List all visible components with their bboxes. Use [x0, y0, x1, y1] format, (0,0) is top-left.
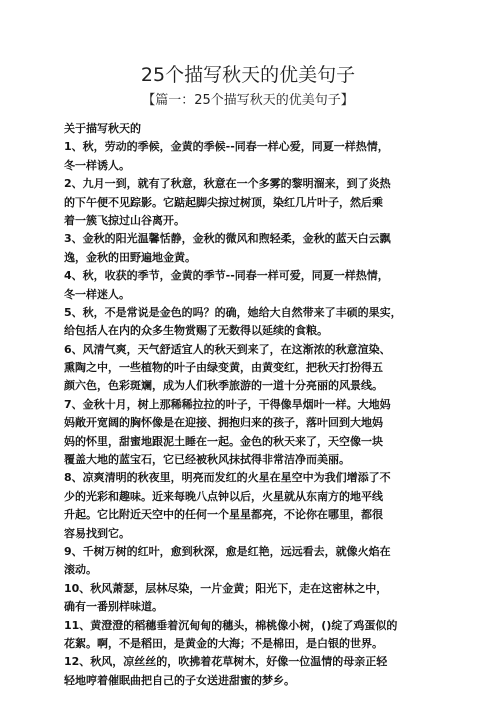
body-line: 升起。它比附近天空中的任何一个星星都亮，不论你在哪里，都很 — [64, 508, 383, 522]
body-line: 滚动。 — [64, 563, 97, 577]
section-heading: 【篇一：25个描写秋天的优美句子】 — [142, 93, 354, 108]
body-line: 着一簇飞掠过山谷离开。 — [64, 213, 185, 227]
body-line: 关于描写秋天的 — [64, 122, 141, 135]
body-line: 的下午便不见踪影。它踮起脚尖掠过树顶，染红几片叶子，然后乘 — [64, 195, 383, 209]
body-line: 花絮。啊，不是稻田，是黄金的大海；不是棉田，是白银的世界。 — [64, 636, 383, 650]
body-line: 5、秋，不是常说是金色的吗？的确，她给大自然带来了丰硕的果实， — [64, 305, 402, 319]
body-line: 确有一番别样味道。 — [64, 600, 163, 614]
document-title: 25个描写秋天的优美句子 — [140, 64, 356, 86]
document-body — [64, 120, 442, 690]
body-line: 4、秋，收获的季节，金黄的季节--同春一样可爱，同夏一样热情， — [64, 269, 389, 283]
body-line: 11、黄澄澄的稻穗垂着沉甸甸的穗头，棉桃像小树，()绽了鸡蛋似的 — [64, 618, 398, 632]
body-line: 给包括人在内的众多生物赏赐了无数得以延续的食粮。 — [64, 324, 328, 338]
body-line: 9、千树万树的红叶，愈到秋深，愈是红艳，远远看去，就像火焰在 — [64, 544, 391, 558]
body-line: 容易找到它。 — [64, 526, 130, 540]
body-line: 1、秋，劳动的季候，金黄的季候--同春一样心爱，同夏一样热情， — [64, 140, 389, 154]
body-line: 2、九月一到，就有了秋意，秋意在一个多雾的黎明溜来，到了炎热 — [64, 177, 391, 191]
body-line: 8、凉爽清明的秋夜里，明亮而发红的火星在星空中为我们增添了不 — [64, 471, 391, 485]
body-line: 妈的怀里，甜蜜地跟泥土睡在一起。金色的秋天来了，天空像一块 — [64, 434, 383, 448]
body-line: 7、金秋十月，树上那稀稀拉拉的叶子，干得像旱烟叶一样。大地妈 — [64, 397, 391, 411]
body-line: 10、秋风萧瑟，层林尽染，一片金黄；阳光下，走在这密林之中， — [64, 581, 388, 595]
body-line: 颜六色，色彩斑斓，成为人们秋季旅游的一道十分亮丽的风景线。 — [64, 379, 383, 393]
body-line: 逸，金秋的田野遍地金黄。 — [64, 250, 196, 264]
body-line: 妈敞开宽阔的胸怀像是在迎接、拥抱归来的孩子，落叶回到大地妈 — [64, 416, 383, 430]
body-line: 6、风清气爽，天气舒适宜人的秋天到来了，在这渐浓的秋意渲染、 — [64, 342, 391, 356]
body-line: 冬一样迷人。 — [64, 287, 130, 301]
body-line: 覆盖大地的蓝宝石，它已经被秋风抹拭得非常洁净而美丽。 — [64, 453, 350, 467]
body-line: 3、金秋的阳光温馨恬静，金秋的微风和煦轻柔，金秋的蓝天白云飘 — [64, 232, 391, 246]
body-line: 少的光彩和趣味。近来每晚八点钟以后，火星就从东南方的地平线 — [64, 489, 383, 503]
body-line: 轻地哼着催眠曲把自己的子女送进甜蜜的梦乡。 — [64, 673, 295, 687]
body-line: 12、秋风，凉丝丝的，吹拂着花草树木，好像一位温情的母亲正轻 — [64, 655, 388, 669]
body-line: 冬一样诱人。 — [64, 158, 130, 172]
body-line: 熏陶之中，一些植物的叶子由绿变黄，由黄变红，把秋天打扮得五 — [64, 361, 383, 375]
